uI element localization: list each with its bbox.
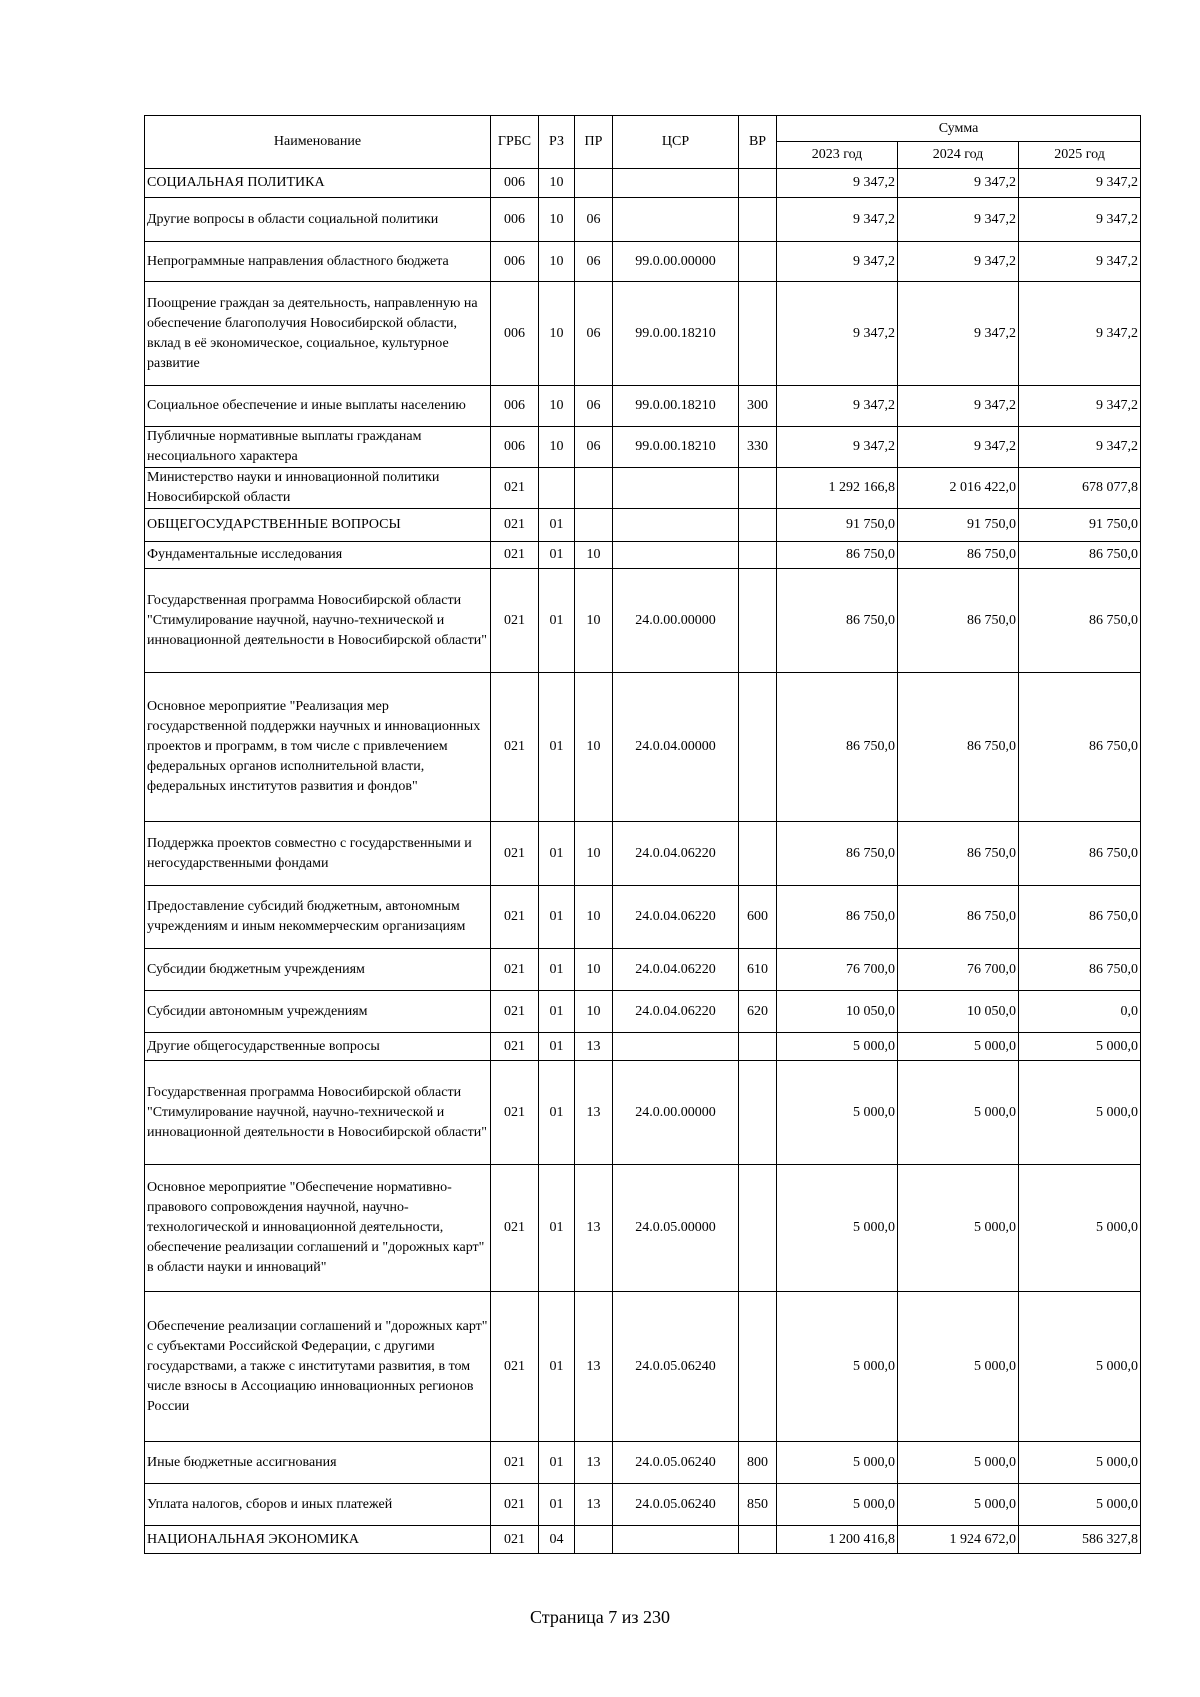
cell-pr: 10 [575,542,613,569]
cell-grbs: 021 [491,949,539,991]
cell-amount-2025: 9 347,2 [1019,427,1141,468]
cell-grbs: 021 [491,542,539,569]
table-row [145,509,1141,542]
table-row [145,949,1141,991]
cell-grbs: 006 [491,198,539,242]
cell-csr: 24.0.04.06220 [613,949,739,991]
cell-amount-2024: 5 000,0 [898,1292,1019,1442]
cell-vr: 800 [739,1442,777,1484]
cell-name: Министерство науки и инновационной политики Новосибирской области [145,468,491,509]
cell-amount-2024: 1 924 672,0 [898,1526,1019,1554]
cell-rz: 01 [539,1484,575,1526]
cell-name: СОЦИАЛЬНАЯ ПОЛИТИКА [145,169,491,198]
cell-csr: 99.0.00.18210 [613,386,739,427]
cell-amount-2023: 9 347,2 [777,386,898,427]
cell-csr: 99.0.00.18210 [613,282,739,386]
table-row [145,1165,1141,1292]
cell-rz: 01 [539,1442,575,1484]
cell-rz: 01 [539,949,575,991]
cell-grbs: 021 [491,673,539,822]
cell-amount-2025: 9 347,2 [1019,386,1141,427]
table-row [145,198,1141,242]
cell-amount-2024: 5 000,0 [898,1442,1019,1484]
budget-table [144,115,1141,1554]
cell-vr [739,282,777,386]
cell-amount-2023: 10 050,0 [777,991,898,1033]
cell-name: НАЦИОНАЛЬНАЯ ЭКОНОМИКА [145,1526,491,1554]
cell-amount-2025: 86 750,0 [1019,949,1141,991]
cell-amount-2023: 9 347,2 [777,198,898,242]
cell-amount-2024: 9 347,2 [898,282,1019,386]
cell-amount-2024: 86 750,0 [898,822,1019,886]
cell-rz: 10 [539,282,575,386]
cell-vr: 330 [739,427,777,468]
cell-amount-2024: 86 750,0 [898,673,1019,822]
cell-amount-2025: 86 750,0 [1019,673,1141,822]
table-row [145,386,1141,427]
cell-pr: 06 [575,282,613,386]
header-rz: РЗ [539,116,575,169]
cell-pr: 10 [575,949,613,991]
cell-pr: 13 [575,1061,613,1165]
table-row [145,1526,1141,1554]
cell-amount-2025: 5 000,0 [1019,1061,1141,1165]
cell-csr: 24.0.05.06240 [613,1292,739,1442]
cell-pr: 10 [575,822,613,886]
cell-rz: 01 [539,1033,575,1061]
cell-pr: 06 [575,242,613,282]
cell-amount-2023: 86 750,0 [777,886,898,949]
cell-csr: 24.0.04.06220 [613,886,739,949]
cell-grbs: 021 [491,1442,539,1484]
table-row [145,569,1141,673]
cell-grbs: 006 [491,242,539,282]
cell-rz: 10 [539,198,575,242]
table-row [145,673,1141,822]
cell-grbs: 021 [491,468,539,509]
cell-name: Государственная программа Новосибирской области "Стимулирование научной, научно-технической и инновационной деятельности в Новосибирской области" [145,569,491,673]
cell-csr: 24.0.04.00000 [613,673,739,822]
cell-amount-2025: 86 750,0 [1019,886,1141,949]
cell-amount-2025: 91 750,0 [1019,509,1141,542]
cell-rz: 01 [539,673,575,822]
cell-name: Публичные нормативные выплаты гражданам несоциального характера [145,427,491,468]
cell-amount-2024: 86 750,0 [898,569,1019,673]
header-pr: ПР [575,116,613,169]
table-row [145,1484,1141,1526]
cell-grbs: 021 [491,1292,539,1442]
cell-csr: 24.0.04.06220 [613,822,739,886]
cell-amount-2023: 86 750,0 [777,569,898,673]
cell-vr [739,242,777,282]
cell-pr: 13 [575,1292,613,1442]
table-row [145,1033,1141,1061]
cell-amount-2025: 586 327,8 [1019,1526,1141,1554]
header-vr: ВР [739,116,777,169]
cell-pr: 13 [575,1442,613,1484]
cell-name: Непрограммные направления областного бюджета [145,242,491,282]
cell-amount-2025: 86 750,0 [1019,542,1141,569]
table-row [145,1442,1141,1484]
cell-csr [613,468,739,509]
cell-amount-2023: 5 000,0 [777,1061,898,1165]
table-row [145,282,1141,386]
cell-rz: 10 [539,242,575,282]
cell-amount-2024: 86 750,0 [898,886,1019,949]
cell-grbs: 006 [491,169,539,198]
cell-pr: 10 [575,991,613,1033]
cell-grbs: 021 [491,1033,539,1061]
cell-pr: 06 [575,427,613,468]
page-number: Страница 7 из 230 [530,1607,670,1627]
cell-amount-2025: 5 000,0 [1019,1442,1141,1484]
header-year-2023: 2023 год [777,142,898,169]
cell-vr [739,468,777,509]
cell-amount-2023: 5 000,0 [777,1165,898,1292]
cell-amount-2025: 678 077,8 [1019,468,1141,509]
table-row [145,991,1141,1033]
cell-vr: 610 [739,949,777,991]
table-row [145,1292,1141,1442]
table-row [145,242,1141,282]
cell-pr: 06 [575,386,613,427]
cell-amount-2024: 9 347,2 [898,386,1019,427]
cell-name: Государственная программа Новосибирской области "Стимулирование научной, научно-технической и инновационной деятельности в Новосибирской области" [145,1061,491,1165]
cell-vr [739,1061,777,1165]
table-row [145,1061,1141,1165]
cell-rz: 01 [539,1292,575,1442]
cell-amount-2025: 5 000,0 [1019,1033,1141,1061]
table-header [145,116,1141,169]
cell-pr: 10 [575,569,613,673]
cell-name: Субсидии бюджетным учреждениям [145,949,491,991]
cell-rz: 01 [539,1061,575,1165]
cell-rz: 10 [539,386,575,427]
cell-amount-2024: 5 000,0 [898,1033,1019,1061]
cell-name: Поощрение граждан за деятельность, направленную на обеспечение благополучия Новосибирской области, вклад в её экономическое, социальное, культурное развитие [145,282,491,386]
cell-csr [613,169,739,198]
cell-vr [739,822,777,886]
table-row [145,886,1141,949]
table-row [145,822,1141,886]
cell-amount-2024: 5 000,0 [898,1165,1019,1292]
table-row [145,542,1141,569]
cell-csr [613,509,739,542]
cell-vr [739,569,777,673]
header-year-2025: 2025 год [1019,142,1141,169]
header-sum: Сумма [777,116,1141,142]
header-csr: ЦСР [613,116,739,169]
cell-vr [739,198,777,242]
cell-csr: 99.0.00.00000 [613,242,739,282]
cell-csr [613,198,739,242]
cell-rz: 01 [539,991,575,1033]
cell-grbs: 021 [491,822,539,886]
cell-amount-2024: 76 700,0 [898,949,1019,991]
cell-vr [739,1526,777,1554]
cell-grbs: 021 [491,886,539,949]
cell-rz: 01 [539,509,575,542]
cell-name: Социальное обеспечение и иные выплаты населению [145,386,491,427]
cell-name: Фундаментальные исследования [145,542,491,569]
cell-amount-2024: 2 016 422,0 [898,468,1019,509]
cell-rz: 04 [539,1526,575,1554]
cell-rz: 01 [539,542,575,569]
cell-name: Иные бюджетные ассигнования [145,1442,491,1484]
cell-rz: 01 [539,569,575,673]
cell-pr: 10 [575,673,613,822]
cell-amount-2025: 86 750,0 [1019,569,1141,673]
cell-amount-2023: 9 347,2 [777,282,898,386]
cell-rz [539,468,575,509]
cell-rz: 01 [539,1165,575,1292]
cell-name: ОБЩЕГОСУДАРСТВЕННЫЕ ВОПРОСЫ [145,509,491,542]
cell-csr: 24.0.00.00000 [613,569,739,673]
cell-csr: 99.0.00.18210 [613,427,739,468]
cell-amount-2023: 91 750,0 [777,509,898,542]
cell-amount-2023: 9 347,2 [777,427,898,468]
cell-rz: 10 [539,427,575,468]
cell-amount-2023: 5 000,0 [777,1484,898,1526]
cell-amount-2025: 9 347,2 [1019,242,1141,282]
header-grbs: ГРБС [491,116,539,169]
cell-grbs: 021 [491,1526,539,1554]
cell-vr [739,1165,777,1292]
cell-amount-2025: 86 750,0 [1019,822,1141,886]
cell-pr: 06 [575,198,613,242]
cell-vr [739,673,777,822]
cell-grbs: 021 [491,1484,539,1526]
cell-vr [739,169,777,198]
table-row [145,169,1141,198]
cell-amount-2024: 9 347,2 [898,427,1019,468]
cell-vr [739,542,777,569]
cell-pr [575,169,613,198]
cell-amount-2024: 9 347,2 [898,169,1019,198]
cell-grbs: 021 [491,569,539,673]
cell-amount-2023: 86 750,0 [777,542,898,569]
cell-vr: 850 [739,1484,777,1526]
cell-amount-2023: 76 700,0 [777,949,898,991]
cell-grbs: 006 [491,427,539,468]
cell-amount-2024: 5 000,0 [898,1061,1019,1165]
cell-name: Поддержка проектов совместно с государственными и негосударственными фондами [145,822,491,886]
cell-amount-2023: 86 750,0 [777,673,898,822]
cell-amount-2025: 5 000,0 [1019,1165,1141,1292]
cell-vr: 300 [739,386,777,427]
cell-grbs: 006 [491,282,539,386]
cell-name: Другие общегосударственные вопросы [145,1033,491,1061]
cell-amount-2024: 86 750,0 [898,542,1019,569]
cell-csr: 24.0.05.06240 [613,1484,739,1526]
cell-vr [739,509,777,542]
cell-pr [575,468,613,509]
cell-csr [613,1526,739,1554]
cell-amount-2025: 0,0 [1019,991,1141,1033]
table-row [145,427,1141,468]
cell-amount-2023: 5 000,0 [777,1442,898,1484]
cell-pr: 10 [575,886,613,949]
cell-pr [575,1526,613,1554]
table-body [145,169,1141,1554]
header-year-2024: 2024 год [898,142,1019,169]
cell-amount-2025: 9 347,2 [1019,282,1141,386]
cell-amount-2025: 9 347,2 [1019,198,1141,242]
cell-csr: 24.0.05.00000 [613,1165,739,1292]
cell-amount-2023: 5 000,0 [777,1033,898,1061]
cell-vr [739,1033,777,1061]
cell-name: Обеспечение реализации соглашений и "дорожных карт" с субъектами Российской Федерации, с другими государствами, а также с институтами развития, в том числе взносы в Ассоциацию инновационных регионов России [145,1292,491,1442]
header-name: Наименование [145,116,491,169]
cell-name: Основное мероприятие "Обеспечение нормативно-правового сопровождения научной, научно-технологической и инновационной деятельности, обеспечение реализации соглашений и "дорожных карт" в области науки и инноваций" [145,1165,491,1292]
cell-csr: 24.0.04.06220 [613,991,739,1033]
cell-amount-2023: 86 750,0 [777,822,898,886]
cell-amount-2023: 9 347,2 [777,169,898,198]
cell-amount-2025: 5 000,0 [1019,1292,1141,1442]
cell-amount-2024: 9 347,2 [898,242,1019,282]
cell-vr: 620 [739,991,777,1033]
cell-grbs: 021 [491,991,539,1033]
cell-pr [575,509,613,542]
cell-amount-2024: 91 750,0 [898,509,1019,542]
cell-name: Другие вопросы в области социальной политики [145,198,491,242]
cell-rz: 10 [539,169,575,198]
cell-name: Основное мероприятие "Реализация мер государственной поддержки научных и инновационных проектов и программ, в том числе с привлечением федеральных органов исполнительной власти, федеральных институтов развития и фондов" [145,673,491,822]
cell-csr [613,542,739,569]
cell-amount-2023: 5 000,0 [777,1292,898,1442]
cell-pr: 13 [575,1165,613,1292]
cell-name: Уплата налогов, сборов и иных платежей [145,1484,491,1526]
cell-vr: 600 [739,886,777,949]
cell-grbs: 021 [491,1165,539,1292]
cell-amount-2023: 1 200 416,8 [777,1526,898,1554]
cell-amount-2024: 10 050,0 [898,991,1019,1033]
cell-amount-2025: 9 347,2 [1019,169,1141,198]
cell-name: Предоставление субсидий бюджетным, автономным учреждениям и иным некоммерческим организациям [145,886,491,949]
cell-rz: 01 [539,886,575,949]
cell-amount-2023: 1 292 166,8 [777,468,898,509]
cell-rz: 01 [539,822,575,886]
cell-name: Субсидии автономным учреждениям [145,991,491,1033]
cell-csr: 24.0.00.00000 [613,1061,739,1165]
cell-amount-2023: 9 347,2 [777,242,898,282]
cell-pr: 13 [575,1484,613,1526]
cell-amount-2025: 5 000,0 [1019,1484,1141,1526]
table-row [145,468,1141,509]
cell-csr: 24.0.05.06240 [613,1442,739,1484]
cell-vr [739,1292,777,1442]
cell-amount-2024: 9 347,2 [898,198,1019,242]
cell-pr: 13 [575,1033,613,1061]
cell-grbs: 021 [491,509,539,542]
cell-grbs: 006 [491,386,539,427]
cell-grbs: 021 [491,1061,539,1165]
cell-csr [613,1033,739,1061]
cell-amount-2024: 5 000,0 [898,1484,1019,1526]
